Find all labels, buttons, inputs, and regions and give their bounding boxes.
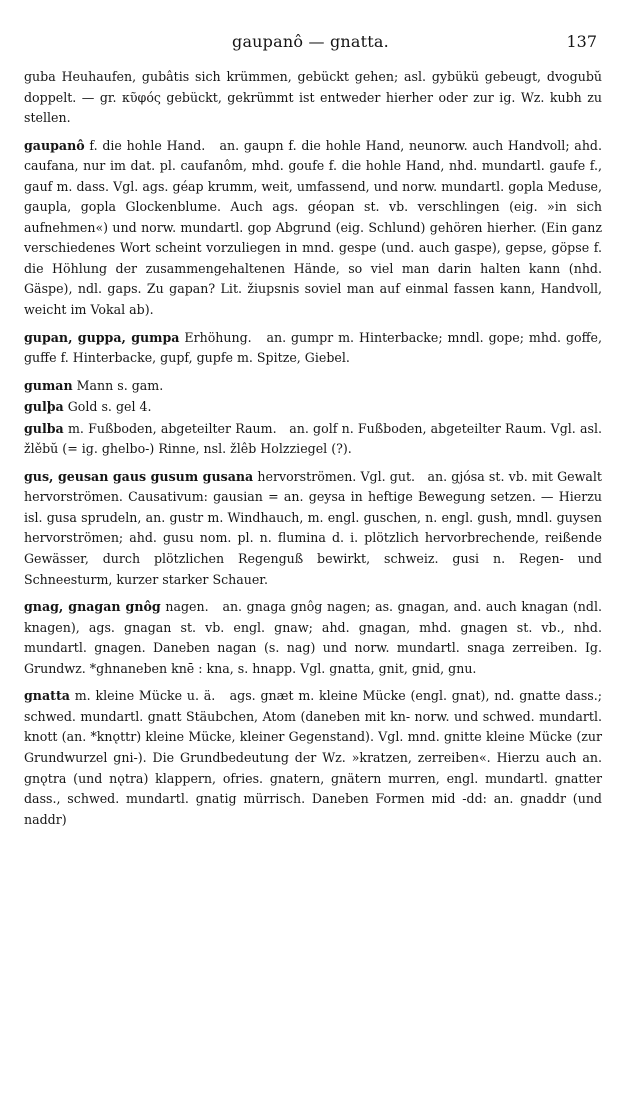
page-body	[24, 67, 602, 830]
entry-headword: gnag, gnagan gnôg	[24, 599, 161, 615]
entry-gaupano	[24, 136, 602, 321]
entry-gnatta	[24, 686, 602, 830]
page-number: 137	[566, 32, 597, 51]
entry-continuation	[24, 67, 602, 129]
entry-headword: gulba	[24, 420, 64, 436]
entry-definition: m. kleine Mücke u. ä.	[74, 688, 216, 704]
entry-text: an. gaupn f. die hohle Hand, neunorw. auch Handvoll; ahd. caufana, nur im dat. pl. caufanôm, mhd. goufe f. die hohle Hand, nhd. mundartl. gaufe f., gauf m. dass. Vgl. ags. géap krumm, weit, umfassend, und norw. mundartl. gopla Meduse, gaupla, gopla Glockenblume. Auch ags. géopan st. vb. verschlingen (eig. »in sich aufnehmen«) und norw. mundartl. gop Abgrund (eig. Schlund) gehören hierher. (Ein ganz verschiedenes Wort scheint vorzuliegen in mnd. gespe (und. auch gaspe), gepse, göpse f. die Höhlung der zusammengehaltenen Hände, so viel man darin halten kann (nhd. Gäspe), ndl. gaps. Zu gapan? Lit. žiupsnis soviel man auf einmal fassen kann, Handvoll, weicht im Vokal ab).	[24, 137, 602, 318]
entry-definition: Mann s. gam.	[76, 377, 164, 393]
entry-gupan	[24, 328, 602, 369]
entry-gnag	[24, 597, 602, 679]
entry-definition: Erhöhung.	[184, 329, 252, 345]
running-title: gaupanô — gnatta.	[232, 32, 389, 51]
entry-text: ags. gnæt m. kleine Mücke (engl. gnat), nd. gnatte dass.; schwed. mundartl. gnatt Stäubchen, Atom (daneben mit kn- norw. und schwed. mundartl. knott (an. *knǫttr) kleine Mücke, kleiner Gegenstand). Vgl. mnd. gnitte kleine Mücke (zur Grundwurzel gni-). Die Grundbedeutung der Wz. »kratzen, zerreiben«. Hierzu auch an. gnǫtra (und nǫtra) klappern, ofries. gnatern, gnätern murren, engl. mundartl. gnatter dass., schwed. mundartl. gnatig mürrisch. Daneben Formen mid -dd: an. gnaddr (und naddr)	[24, 688, 602, 827]
entry-headword: guman	[24, 377, 73, 393]
entry-text: an. golf n. Fußboden, abgeteilter Raum. Vgl. asl. žlěbŭ (= ig. ghelbo-) Rinne, nsl. žlêb Holzziegel (?).	[24, 420, 603, 457]
entry-text: guba Heuhaufen, gubâtis sich krümmen, gebückt gehen; asl. gybükü gebeugt, dvogubŭ doppelt. — gr. κῦφός gebückt, gekrümmt ist entweder hierher oder zur ig. Wz. kubh zu stellen.	[24, 69, 602, 126]
entry-text: an. gnaga gnôg nagen; as. gnagan, and. auch knagan (ndl. knagen), ags. gnagan st. vb. engl. gnaw; ahd. gnagan, mhd. gnagen st. vb., nhd. mundartl. gnagen. Daneben nagan (s. nag) und norw. mundartl. snaga zerreiben. Ig. Grundwz. *ghnaneben knē : kna, s. hnapp. Vgl. gnatta, gnit, gnid, gnu.	[24, 599, 602, 676]
entry-definition: hervorströmen. Vgl. gut.	[257, 468, 416, 484]
entry-headword: gaupanô	[24, 137, 85, 153]
entry-definition: f. die hohle Hand.	[89, 137, 206, 153]
entry-gulth	[24, 397, 602, 418]
entry-headword: gulþa	[24, 399, 64, 415]
entry-gulba	[24, 419, 602, 460]
entry-text: an. gjósa st. vb. mit Gewalt hervorströmen. Causativum: gausian = an. geysa in heftige Bewegung setzen. — Hierzu isl. gusa sprudeln, an. gustr m. Windhauch, m. engl. guschen, n. engl. gush, mndl. guysen hervorströmen; ahd. gusu nom. pl. n. flumina d. i. plötzlich hervorbrechende, reißende Gewässer, durch plötzlichen Regenguß bewirkt, schweiz. gusi n. Regen- und Schneesturm, kurzer starker Schauer.	[24, 468, 602, 587]
entry-definition: Gold s. gel 4.	[67, 399, 152, 415]
entry-definition: m. Fußboden, abgeteilter Raum.	[67, 420, 277, 436]
page-header	[0, 32, 625, 54]
entry-gus	[24, 467, 602, 590]
entry-headword: gus, geusan gaus gusum gusana	[24, 468, 254, 484]
entry-guman	[24, 376, 602, 397]
entry-headword: gupan, guppa, gumpa	[24, 329, 180, 345]
entry-headword: gnatta	[24, 688, 70, 704]
entry-definition: nagen.	[165, 599, 209, 615]
entry-text: an. gumpr m. Hinterbacke; mndl. gope; mhd. goffe, guffe f. Hinterbacke, gupf, gupfe m. Spitze, Giebel.	[24, 329, 602, 366]
